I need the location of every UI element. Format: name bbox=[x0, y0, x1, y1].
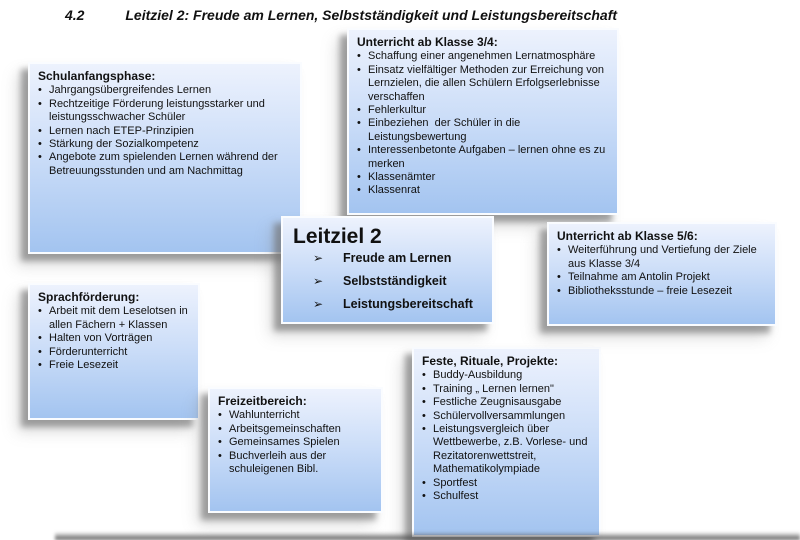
box-leitziel-2-center bbox=[281, 216, 494, 324]
section-title: Leitziel 2: Freude am Lernen, Selbstständigkeit und Leistungsbereitschaft bbox=[125, 7, 618, 23]
list-item: • Interessenbetonte Aufgaben – lernen ohne es zu merken bbox=[357, 144, 609, 171]
bullet-list bbox=[557, 244, 767, 298]
list-item: • Lernen nach ETEP-Prinzipien bbox=[38, 125, 292, 138]
box-feste-rituale-projekte bbox=[412, 347, 601, 537]
box-title: Unterricht ab Klasse 3/4: bbox=[357, 35, 498, 49]
box-freizeitbereich bbox=[208, 387, 383, 513]
list-item: • Gemeinsames Spielen bbox=[218, 436, 373, 449]
bullet-list bbox=[218, 409, 373, 476]
box-title: Sprachförderung: bbox=[38, 290, 140, 304]
list-item: • Fehlerkultur bbox=[357, 104, 609, 117]
list-item: • Festliche Zeugnisausgabe bbox=[422, 396, 591, 409]
box-title: Schulanfangsphase: bbox=[38, 69, 156, 83]
list-item: • Teilnahme am Antolin Projekt bbox=[557, 271, 767, 284]
list-item: • Arbeitsgemeinschaften bbox=[218, 423, 373, 436]
list-item: • Weiterführung und Vertiefung der Ziele aus Klasse 3/4 bbox=[557, 244, 767, 271]
list-item: • Stärkung der Sozialkompetenz bbox=[38, 138, 292, 151]
list-item: • Bibliotheksstunde – freie Lesezeit bbox=[557, 285, 767, 298]
box-title: Unterricht ab Klasse 5/6: bbox=[557, 229, 698, 243]
list-item: • Sportfest bbox=[422, 477, 591, 490]
list-item: • Einsatz vielfältiger Methoden zur Erreichung von Lernzielen, die allen Schülern Erfolgserlebnisse verschaffen bbox=[357, 64, 609, 104]
list-item: • Leistungsvergleich über Wettbewerbe, z.B. Vorlese- und Rezitatorenwettstreit, Mathematikolympiade bbox=[422, 423, 591, 477]
list-item: • Halten von Vorträgen bbox=[38, 332, 190, 345]
leitziel-title: Leitziel 2 bbox=[293, 225, 382, 248]
box-sprachfoerderung bbox=[28, 283, 200, 420]
list-item: • Angebote zum spielenden Lernen während der Betreuungsstunden und am Nachmittag bbox=[38, 151, 292, 178]
list-item: • Arbeit mit dem Leselotsen in allen Fächern + Klassen bbox=[38, 305, 190, 332]
bullet-list bbox=[38, 84, 292, 178]
list-item: • Buchverleih aus der schuleigenen Bibl. bbox=[218, 450, 373, 477]
bullet-list bbox=[357, 50, 609, 197]
bullet-list bbox=[422, 369, 591, 503]
list-item: • Förderunterricht bbox=[38, 346, 190, 359]
list-item: • Schülervollversammlungen bbox=[422, 410, 591, 423]
section-number: 4.2 bbox=[65, 7, 85, 23]
list-item: • Einbeziehen der Schüler in die Leistungsbewertung bbox=[357, 117, 609, 144]
box-schulanfangsphase bbox=[28, 62, 302, 254]
list-item: • Klassenrat bbox=[357, 184, 609, 197]
list-item: ➢ Freude am Lernen bbox=[313, 251, 484, 266]
list-item: • Rechtzeitige Förderung leistungsstarker und leistungsschwacher Schüler bbox=[38, 98, 292, 125]
arrow-list bbox=[313, 251, 484, 311]
list-item: ➢ Leistungsbereitschaft bbox=[313, 297, 484, 312]
list-item: • Klassenämter bbox=[357, 171, 609, 184]
list-item: • Freie Lesezeit bbox=[38, 359, 190, 372]
list-item: • Schulfest bbox=[422, 490, 591, 503]
list-item: • Buddy-Ausbildung bbox=[422, 369, 591, 382]
box-unterricht-klasse-5-6 bbox=[547, 222, 777, 326]
bullet-list bbox=[38, 305, 190, 372]
list-item: • Training „ Lernen lernen" bbox=[422, 383, 591, 396]
list-item: ➢ Selbstständigkeit bbox=[313, 274, 484, 289]
box-title: Freizeitbereich: bbox=[218, 394, 307, 408]
section-heading bbox=[65, 7, 617, 23]
list-item: • Wahlunterricht bbox=[218, 409, 373, 422]
page-bottom-shadow bbox=[55, 532, 800, 540]
list-item: • Jahrgangsübergreifendes Lernen bbox=[38, 84, 292, 97]
box-unterricht-klasse-3-4 bbox=[347, 28, 619, 215]
box-title: Feste, Rituale, Projekte: bbox=[422, 354, 559, 368]
list-item: • Schaffung einer angenehmen Lernatmosphäre bbox=[357, 50, 609, 63]
